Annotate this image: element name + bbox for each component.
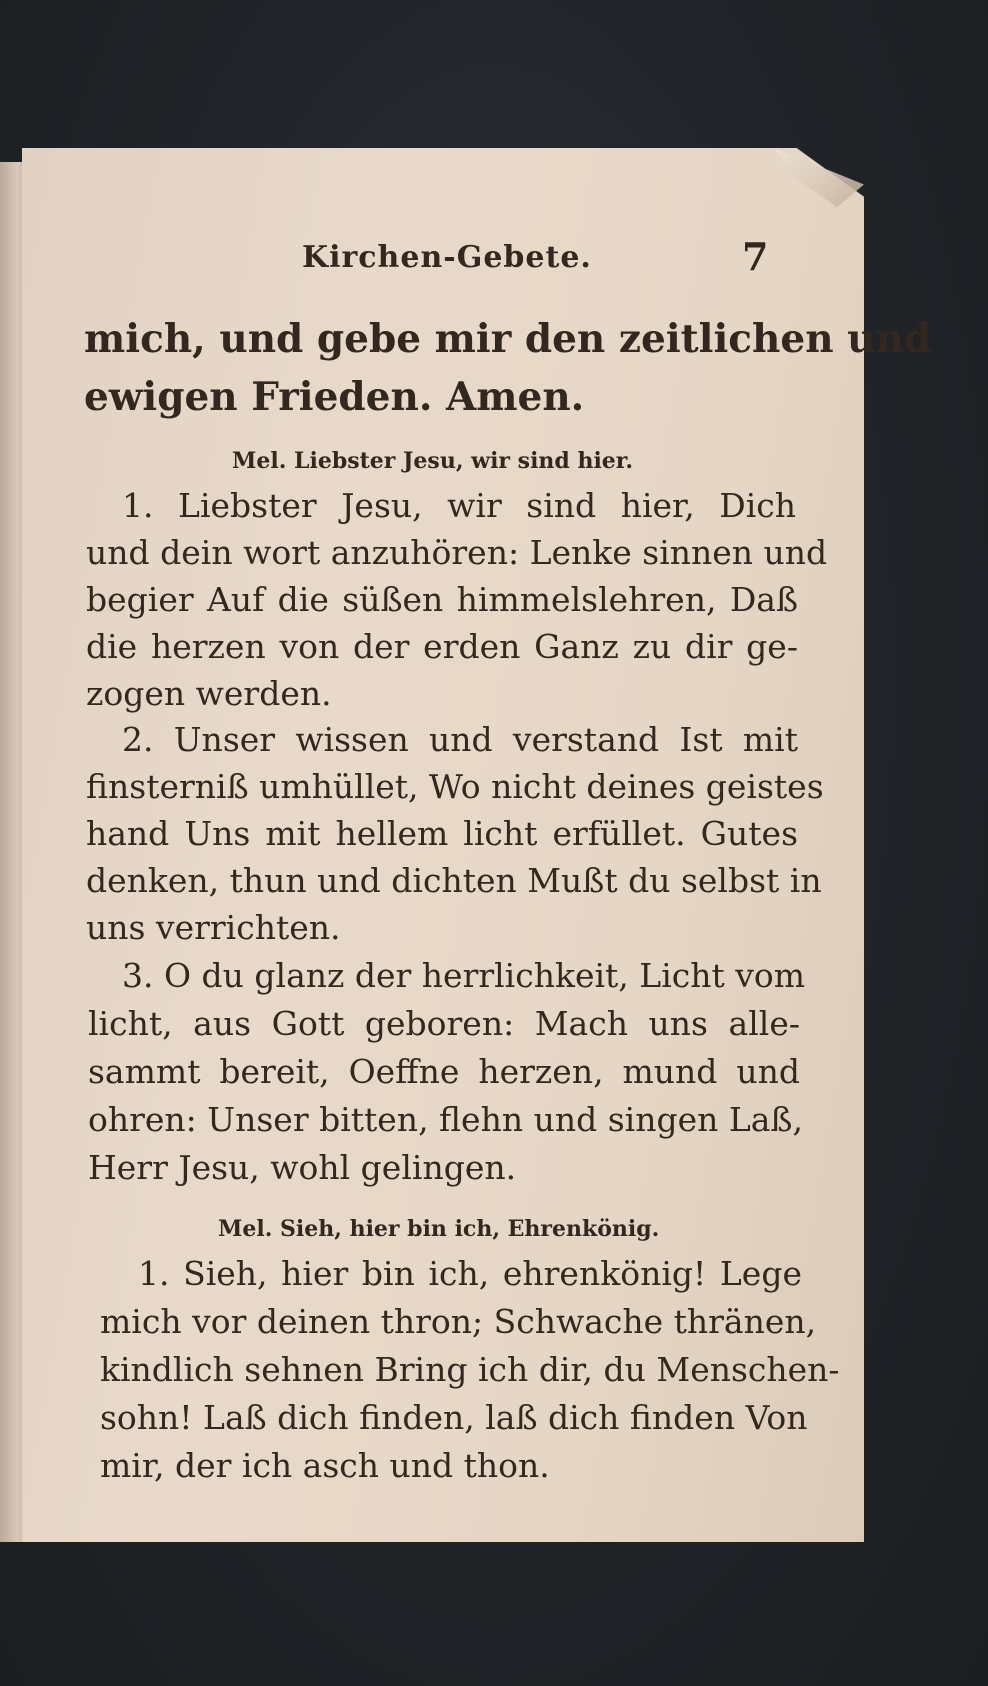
verse-line: ohren: Unser bitten, flehn und singen Laß, — [88, 1100, 803, 1139]
melody-heading: Mel. Sieh, hier bin ich, Ehrenkönig. — [218, 1216, 660, 1242]
verse-line: Herr Jesu, wohl gelingen. — [88, 1148, 517, 1187]
verse-line: und dein wort anzuhören: Lenke sinnen und — [86, 533, 828, 572]
page-number: 7 — [742, 234, 769, 279]
verse-line: denken, thun und dichten Mußt du selbst in — [86, 861, 822, 900]
verse-line: 2. Unser wissen und verstand Ist mit — [122, 720, 798, 759]
verse-line: sohn! Laß dich finden, laß dich finden Von — [100, 1398, 808, 1437]
running-title: Kirchen-Gebete. — [302, 240, 592, 275]
verse-line: uns verrichten. — [86, 908, 341, 947]
text-line: mich, und gebe mir den zeitlichen und — [84, 316, 932, 362]
verse-line: 1. Liebster Jesu, wir sind hier, Dich — [122, 486, 796, 525]
verse-line: mir, der ich asch und thon. — [100, 1446, 550, 1485]
verse-line: zogen werden. — [86, 674, 332, 713]
verse-line: die herzen von der erden Ganz zu dir ge- — [86, 627, 798, 666]
verse-line: kindlich sehnen Bring ich dir, du Menschen- — [100, 1350, 840, 1389]
verse-line: mich vor deinen thron; Schwache thränen, — [100, 1302, 817, 1341]
verse-line: begier Auf die süßen himmelslehren, Daß — [86, 580, 798, 619]
verse-line: 1. Sieh, hier bin ich, ehrenkönig! Lege — [138, 1254, 802, 1293]
verse-line: 3. O du glanz der herrlichkeit, Licht vom — [122, 956, 806, 995]
verse-line: sammt bereit, Oeffne herzen, mund und — [88, 1052, 800, 1091]
verse-line: licht, aus Gott geboren: Mach uns alle- — [88, 1004, 800, 1043]
text-line: ewigen Frieden. Amen. — [84, 374, 585, 420]
melody-heading: Mel. Liebster Jesu, wir sind hier. — [232, 448, 634, 474]
page-content — [22, 148, 932, 1542]
running-head — [22, 234, 864, 286]
verse-line: hand Uns mit hellem licht erfüllet. Gutes — [86, 814, 798, 853]
verse-line: finsterniß umhüllet, Wo nicht deines geistes — [86, 767, 824, 806]
